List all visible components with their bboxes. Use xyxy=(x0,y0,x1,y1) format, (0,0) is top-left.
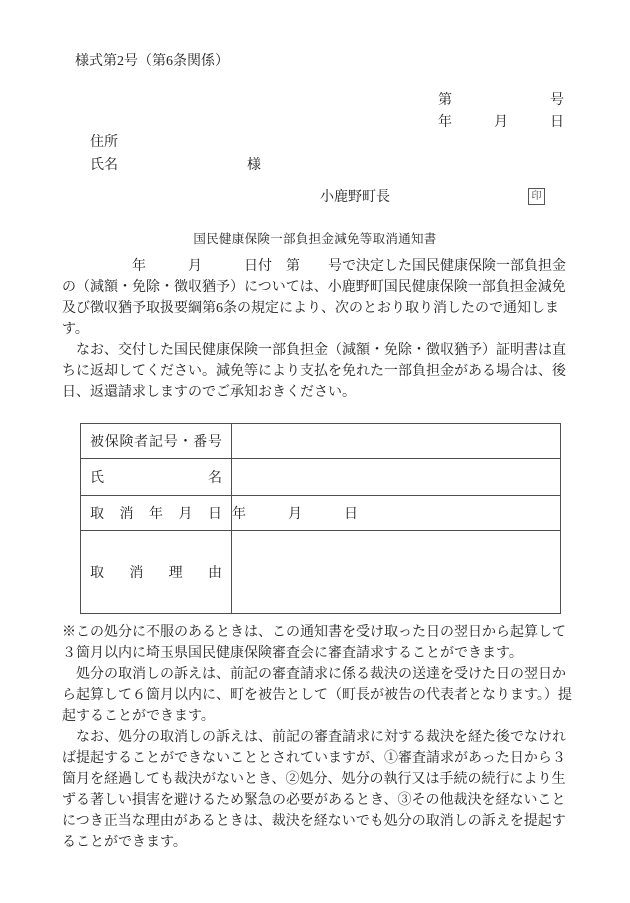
notice-detail-table xyxy=(80,423,561,614)
label-char: 記 xyxy=(149,435,163,450)
label-char: 日 xyxy=(208,507,222,522)
field-label-text xyxy=(81,562,231,582)
label-char: 険 xyxy=(119,435,134,450)
text-line: ら起算して６箇月以内に、町を被告として（町長が被告の代表者となります。）提 xyxy=(62,688,572,703)
text-line: ３箇月以内に埼玉県国民健康保険審査会に審査請求することができます。 xyxy=(62,646,523,661)
text-line: ※この処分に不服のあるときは、この通知書を受け取った日の翌日から起算して xyxy=(62,625,566,640)
body-paragraph-1 xyxy=(62,256,569,340)
name-label: 氏名 xyxy=(90,158,118,173)
text-line: す。 xyxy=(62,322,89,337)
appeal-notes-block xyxy=(62,622,572,853)
text-line: ることができます。 xyxy=(62,835,187,850)
field-label-insured-symbol-number xyxy=(81,424,232,459)
text-line: につき正当な理由があるときは、裁決を経ないでも処分の取消しの訴えを提起す xyxy=(62,814,566,829)
honorific-label: 様 xyxy=(247,158,261,173)
field-value-insured-symbol-number xyxy=(232,424,561,459)
table-row-cancellation-date xyxy=(81,496,561,531)
text-line: 及び徴収猶予取扱要綱第6条の規定により、次のとおり取り消したので通知しま xyxy=(62,301,559,316)
label-char: 理 xyxy=(168,566,183,581)
table-row-name xyxy=(81,459,561,496)
field-value-cancellation-reason xyxy=(232,531,561,614)
sender-line xyxy=(320,186,545,206)
label-char: 保 xyxy=(104,435,119,450)
text-line: の（減額・免除・徴収猶予）については、小鹿野町国民健康保険一部負担金減免 xyxy=(62,280,566,295)
issue-date-line: 年 月 日 xyxy=(438,115,564,130)
label-char: 取 xyxy=(90,507,104,522)
body-paragraph-2 xyxy=(62,340,569,403)
label-char: 由 xyxy=(207,566,222,581)
form-code: 様式第2号（第6条関係） xyxy=(75,54,229,69)
field-label-cancellation-reason xyxy=(81,531,232,614)
label-char: 年 xyxy=(149,507,163,522)
table-row-cancellation-reason xyxy=(81,531,561,614)
sender-title: 小鹿野町長 xyxy=(320,190,390,205)
field-label-text xyxy=(81,467,231,487)
label-char: 号 xyxy=(163,435,178,450)
text-line: 日、返還請求しますのでご承知おきください。 xyxy=(62,385,356,400)
address-label: 住所 xyxy=(90,135,118,150)
label-char: 取 xyxy=(90,566,104,581)
text-line: なお、処分の取消しの訴えは、前記の審査請求に対する裁決を経た後でなけれ xyxy=(62,730,566,745)
text-line: ずる著しい損害を避けるため緊急の必要があるとき、③その他裁決を経ないこと xyxy=(62,793,566,808)
label-char: 名 xyxy=(208,471,222,486)
document-number-line: 第 号 xyxy=(438,93,564,108)
field-label-text xyxy=(81,503,231,523)
label-char: 者 xyxy=(134,435,149,450)
field-label-name xyxy=(81,459,232,496)
table-row-insured-number xyxy=(81,424,561,459)
label-char: 消 xyxy=(119,507,134,522)
text-line: 箇月を経過しても裁決がないとき、②処分、処分の執行又は手続の続行により生 xyxy=(62,772,566,787)
label-char: 号 xyxy=(208,435,222,450)
text-line: ちに返却してください。減免等により支払を免れた一部負担金がある場合は、後 xyxy=(62,364,566,379)
seal-mark: 印 xyxy=(528,188,545,205)
field-label-cancellation-date xyxy=(81,496,232,531)
text-line: 処分の取消しの訴えは、前記の審査請求に係る裁決の送達を受けた日の翌日か xyxy=(62,667,566,682)
text-line: ば提起することができないこととされていますが、①審査請求があった日から３ xyxy=(62,751,566,766)
label-char: 消 xyxy=(129,566,144,581)
addressee-line xyxy=(90,154,261,174)
text-line: 起することができます。 xyxy=(62,709,215,724)
label-char: 氏 xyxy=(90,471,104,486)
field-value-cancellation-date: 年 月 日 xyxy=(232,496,561,531)
field-value-name xyxy=(232,459,561,496)
label-char: 被 xyxy=(90,435,104,450)
text-line: なお、交付した国民健康保険一部負担金（減額・免除・徴収猶予）証明書は直 xyxy=(62,343,566,358)
label-char: ・ xyxy=(178,435,193,450)
label-char: 月 xyxy=(178,507,193,522)
field-label-text xyxy=(81,431,231,451)
label-char: 番 xyxy=(193,435,208,450)
document-title: 国民健康保険一部負担金減免等取消通知書 xyxy=(193,232,437,246)
text-line: 年 月 日付 第 号で決定した国民健康保険一部負担金 xyxy=(62,259,566,274)
